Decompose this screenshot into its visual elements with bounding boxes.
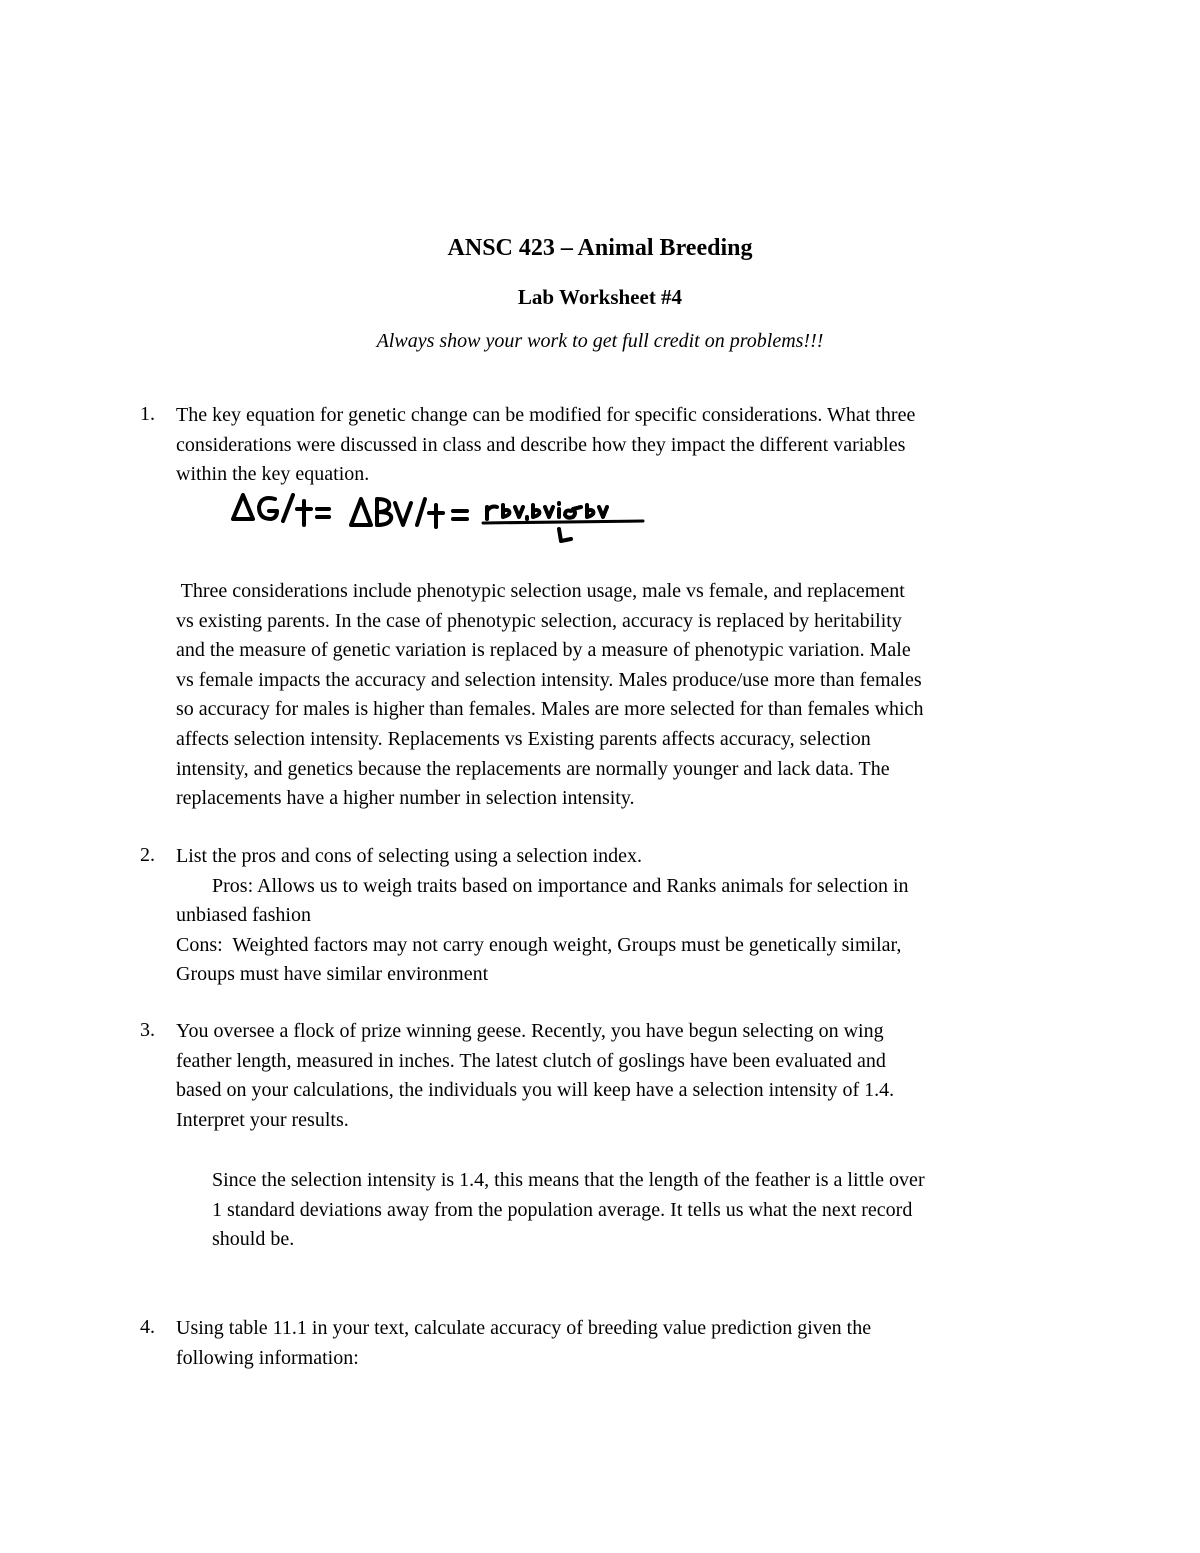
question-1-line: within the key equation. xyxy=(176,463,370,486)
answer-1-line: so accuracy for males is higher than females. Males are more selected for than females which xyxy=(176,698,924,721)
question-1-line: considerations were discussed in class and describe how they impact the different variables xyxy=(176,433,906,456)
answer-1-line: vs existing parents. In the case of phenotypic selection, accuracy is replaced by heritability xyxy=(176,609,902,632)
cons-line-continued: Groups must have similar environment xyxy=(176,963,489,986)
question-4-line: following information: xyxy=(176,1346,359,1369)
question-3-text xyxy=(176,1017,1066,1135)
question-4-text xyxy=(176,1314,1066,1373)
answer-3-line: 1 standard deviations away from the population average. It tells us what the next record xyxy=(212,1198,913,1221)
page-title: ANSC 423 – Animal Breeding xyxy=(447,235,753,261)
answer-1-line: vs female impacts the accuracy and selection intensity. Males produce/use more than females xyxy=(176,668,922,691)
question-1-line: The key equation for genetic change can be modified for specific considerations. What three xyxy=(176,404,916,426)
question-3-line: You oversee a flock of prize winning geese. Recently, you have begun selecting on wing xyxy=(176,1020,884,1042)
cons-line: Cons: Weighted factors may not carry enough weight, Groups must be genetically similar, xyxy=(176,933,902,956)
question-3-number: 3. xyxy=(140,1019,155,1041)
answer-3 xyxy=(212,1166,1072,1255)
answer-1-line: and the measure of genetic variation is replaced by a measure of phenotypic variation. Male xyxy=(176,639,911,662)
answer-1-line: Three considerations include phenotypic selection usage, male vs female, and replacement xyxy=(176,580,905,602)
answer-1-line: intensity, and genetics because the replacements are normally younger and lack data. The xyxy=(176,757,890,780)
question-4-line: Using table 11.1 in your text, calculate accuracy of breeding value prediction given the xyxy=(176,1317,872,1339)
question-3-line: based on your calculations, the individuals you will keep have a selection intensity of 1.4. xyxy=(176,1079,895,1102)
pros-line: Pros: Allows us to weigh traits based on importance and Ranks animals for selection in xyxy=(212,874,909,897)
instruction-note: Always show your work to get full credit on problems!!! xyxy=(376,330,824,352)
answer-3-line: Since the selection intensity is 1.4, this means that the length of the feather is a little over xyxy=(212,1169,925,1191)
question-2-text xyxy=(176,842,1066,990)
answer-1-line: replacements have a higher number in selection intensity. xyxy=(176,787,635,810)
pros-line-continued: unbiased fashion xyxy=(176,904,311,927)
question-2-line: List the pros and cons of selecting using a selection index. xyxy=(176,845,643,867)
question-1-text xyxy=(176,401,1066,490)
answer-1 xyxy=(176,577,1066,814)
question-1-number: 1. xyxy=(140,403,155,425)
answer-1-line: affects selection intensity. Replacements vs Existing parents affects accuracy, selection xyxy=(176,727,871,750)
answer-3-line: should be. xyxy=(212,1228,295,1250)
handwritten-equation xyxy=(225,485,655,545)
question-2-number: 2. xyxy=(140,844,155,866)
question-4-number: 4. xyxy=(140,1316,155,1338)
question-3-line: feather length, measured in inches. The latest clutch of goslings have been evaluated and xyxy=(176,1049,886,1072)
question-3-line: Interpret your results. xyxy=(176,1108,349,1131)
page-subtitle: Lab Worksheet #4 xyxy=(517,285,683,309)
